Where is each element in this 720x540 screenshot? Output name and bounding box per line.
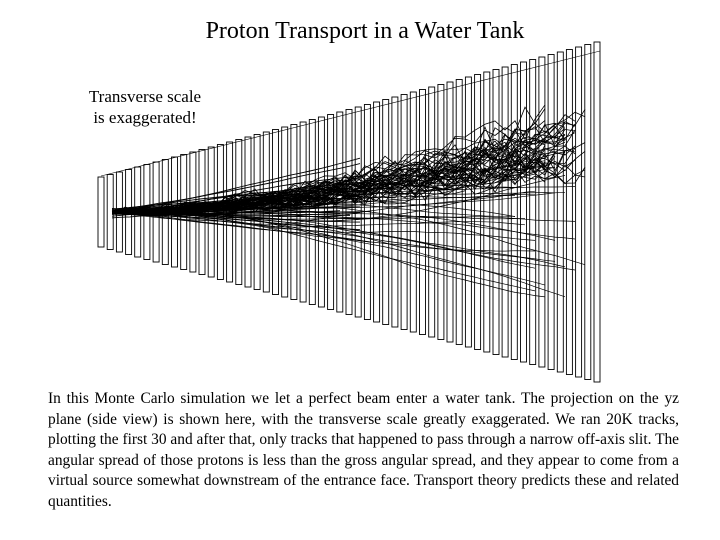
water-slab xyxy=(521,62,527,362)
water-slab xyxy=(557,52,563,372)
scale-note-line-2: is exaggerated! xyxy=(93,108,197,127)
slide-title: Proton Transport in a Water Tank xyxy=(205,18,525,44)
proton-track xyxy=(115,211,535,291)
proton-track xyxy=(115,124,575,214)
water-slab xyxy=(511,65,517,360)
water-slab xyxy=(401,95,407,330)
water-slab xyxy=(530,60,536,365)
water-slab xyxy=(566,50,572,375)
water-slab xyxy=(465,77,471,347)
water-slab xyxy=(502,67,508,357)
water-slab xyxy=(447,82,453,342)
water-slab xyxy=(475,75,481,350)
water-slab xyxy=(383,100,389,325)
slide-caption: In this Monte Carlo simulation we let a perfect beam enter a water tank. The projection on the yz plane (side view) is shown here, with the transverse scale greatly exaggerated. We ran 20K tracks, plotting the first 30 and after that, only tracks that happened to pass through a narrow off-axis slit. The angular spread of those protons is less than the gross angular spread, and they appear to come from a virtual source somewhat downstream of the entrance face. Transport theory predicts these and related quantities. xyxy=(48,390,679,510)
water-slab xyxy=(374,102,380,322)
water-slab xyxy=(291,125,297,300)
proton-track xyxy=(115,124,575,214)
water-slab xyxy=(539,57,545,367)
water-slab xyxy=(282,127,288,297)
water-slab xyxy=(548,55,554,370)
water-slab xyxy=(585,45,591,380)
scale-note-line-1: Transverse scale xyxy=(88,87,202,106)
water-slab xyxy=(438,85,444,340)
water-slab xyxy=(392,97,398,327)
scale-note xyxy=(50,86,240,128)
water-slab xyxy=(98,177,104,247)
proton-tracks xyxy=(112,105,585,297)
proton-track xyxy=(115,212,565,297)
water-slab xyxy=(594,42,600,382)
water-slab xyxy=(576,47,582,377)
water-slab xyxy=(493,70,499,355)
water-slab xyxy=(456,80,462,345)
water-slab xyxy=(208,147,214,277)
